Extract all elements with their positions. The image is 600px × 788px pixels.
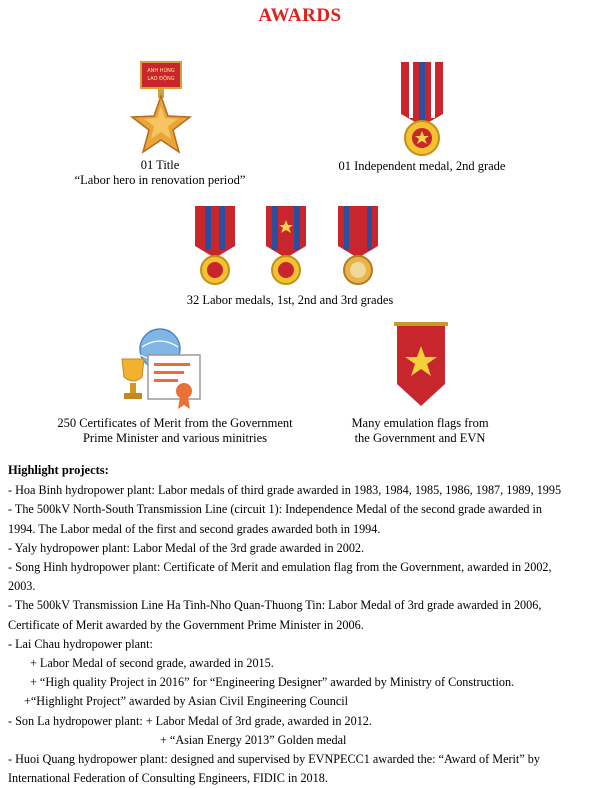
project-subline: + Labor Medal of second grade, awarded in 2015.: [30, 656, 274, 671]
labor-medals-caption: [130, 293, 450, 308]
independent-medal-caption: [322, 159, 522, 174]
project-line: - Lai Chau hydropower plant:: [8, 636, 153, 651]
labor-medal-third-icon: [336, 206, 380, 286]
flags-caption: [330, 416, 510, 446]
flags-line2: the Government and EVN: [354, 431, 486, 445]
certificates-line1: 250 Certificates of Merit from the Government: [57, 416, 293, 430]
project-line: - The 500kV Transmission Line Ha Tinh-Nho Quan-Thuong Tin: Labor Medal of 3rd grade awarded in 2006,: [8, 598, 542, 613]
project-line: - Hoa Binh hydropower plant: Labor medals of third grade awarded in 1983, 1984, 1985, 1986, 1987, 1989, 1995: [8, 483, 562, 498]
ribbon-text-top: ANH HÙNG: [147, 68, 175, 74]
ribbon-text-bottom: LAO ĐỘNG: [147, 76, 175, 82]
project-line: 1994. The Labor medal of the first and second grades awarded both in 1994.: [8, 521, 381, 536]
projects-heading: Highlight projects:: [8, 463, 109, 477]
project-subline: + “Asian Energy 2013” Golden medal: [160, 732, 347, 747]
project-subline: + “High quality Project in 2016” for “Engineering Designer” awarded by Ministry of Construction.: [30, 675, 515, 690]
labor-medals-line1: 32 Labor medals, 1st, 2nd and 3rd grades: [186, 293, 394, 307]
project-line: - Yaly hydropower plant: Labor Medal of the 3rd grade awarded in 2002.: [8, 540, 365, 555]
labor-medal-second-icon: [264, 206, 308, 286]
highlight-projects-section: [8, 461, 596, 788]
project-line: - Huoi Quang hydropower plant: designed and supervised by EVNPECC1 awarded the: “Award of Merit” by: [8, 752, 540, 767]
project-line: - Song Hinh hydropower plant: Certificate of Merit and emulation flag from the Government, awarded in 2002,: [8, 560, 552, 575]
labor-hero-line2: “Labor hero in renovation period”: [74, 173, 246, 187]
certificate-trophy-icon: [118, 325, 208, 413]
project-line: International Federation of Consulting Engineers, FIDIC in 2018.: [8, 771, 328, 786]
labor-medal-first-icon: [193, 206, 237, 286]
project-line: 2003.: [8, 579, 36, 594]
labor-hero-star-icon: [128, 60, 194, 160]
flags-line1: Many emulation flags from: [351, 416, 489, 430]
certificates-line2: Prime Minister and various minitries: [82, 431, 267, 445]
labor-hero-caption: [60, 158, 260, 188]
labor-hero-line1: 01 Title: [140, 158, 180, 172]
independent-medal-line1: 01 Independent medal, 2nd grade: [338, 159, 506, 173]
independent-medal-icon: [397, 62, 447, 158]
project-line: - Son La hydropower plant: + Labor Medal of 3rd grade, awarded in 2012.: [8, 713, 372, 728]
project-line: Certificate of Merit awarded by the Government Prime Minister in 2006.: [8, 617, 364, 632]
certificates-caption: [40, 416, 310, 446]
page-title: AWARDS: [258, 5, 342, 26]
emulation-flag-icon: [394, 322, 448, 408]
project-line: - The 500kV North-South Transmission Line (circuit 1): Independence Medal of the second grade awarded in: [8, 502, 542, 517]
project-subline: +“Highlight Project” awarded by Asian Civil Engineering Council: [24, 694, 349, 709]
